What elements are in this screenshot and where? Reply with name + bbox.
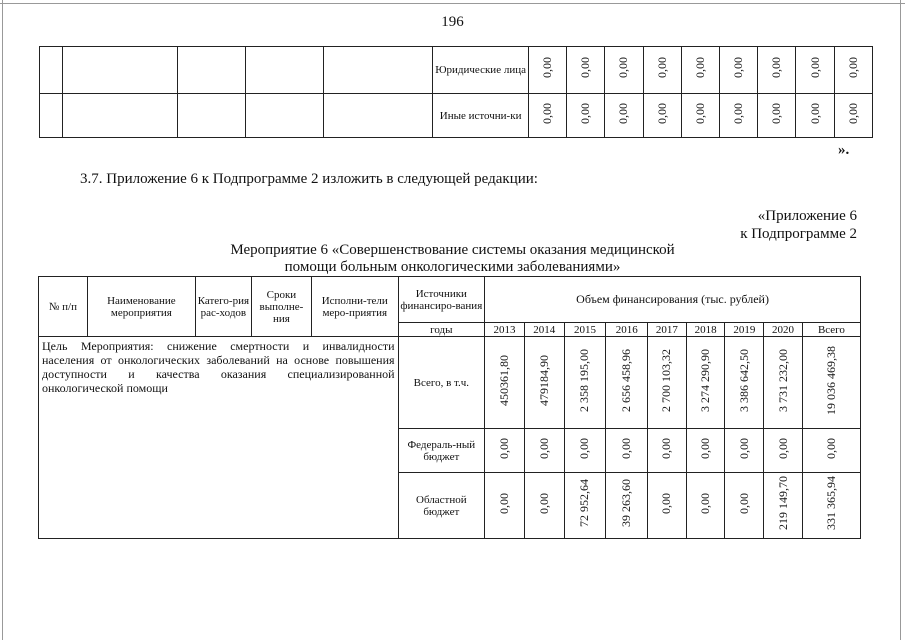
source-cell: Всего, в т.ч. xyxy=(398,337,485,429)
value-cell: 0,00 xyxy=(496,437,511,459)
value-cell: 0,00 xyxy=(769,102,784,124)
appendix-line: к Подпрограмме 2 xyxy=(740,226,857,242)
source-cell: Областной бюджет xyxy=(398,473,485,539)
value-cell: 219 149,70 xyxy=(775,476,790,530)
value-cell: 0,00 xyxy=(540,57,554,78)
value-cell: 0,00 xyxy=(736,437,751,459)
continuation-table xyxy=(39,46,873,138)
year-header: 2019 xyxy=(725,323,764,337)
value-cell: 0,00 xyxy=(775,437,790,459)
header-years-label: годы xyxy=(398,323,485,337)
value-cell: 0,00 xyxy=(654,102,669,124)
page-number: 196 xyxy=(441,14,464,30)
value-cell: 0,00 xyxy=(807,102,822,124)
value-cell: 0,00 xyxy=(698,492,713,514)
value-cell: 0,00 xyxy=(807,57,822,78)
value-cell: 0,00 xyxy=(496,492,511,514)
title-line: помощи больным онкологическими заболеваниями» xyxy=(284,259,621,275)
year-header: 2018 xyxy=(686,323,725,337)
value-cell: 0,00 xyxy=(845,57,860,78)
value-cell: 2 700 103,32 xyxy=(659,348,674,412)
header-category: Катего-рия рас-ходов xyxy=(195,277,251,337)
header-num: № п/п xyxy=(39,277,88,337)
scan-edge-top xyxy=(0,3,905,4)
value-cell: 0,00 xyxy=(654,57,669,78)
header-terms: Сроки выполне-ния xyxy=(251,277,311,337)
value-cell: 2 656 458,96 xyxy=(619,348,634,412)
value-cell: 0,00 xyxy=(578,57,593,78)
value-cell: 450361,80 xyxy=(496,354,511,406)
value-cell: 0,00 xyxy=(536,437,551,459)
value-cell: 3 274 290,90 xyxy=(698,348,713,412)
year-header: 2013 xyxy=(485,323,525,337)
value-cell: 0,00 xyxy=(823,437,838,459)
value-cell: 39 263,60 xyxy=(619,479,634,527)
source-cell: Юридические лица xyxy=(433,47,529,94)
year-header: 2016 xyxy=(606,323,648,337)
year-header: 2020 xyxy=(764,323,803,337)
measure-title xyxy=(0,242,905,276)
body-paragraph: 3.7. Приложение 6 к Подпрограмме 2 изложить в следующей редакции: xyxy=(80,171,538,187)
header-name: Наименование мероприятия xyxy=(87,277,195,337)
value-cell: 0,00 xyxy=(540,102,554,124)
value-cell: 0,00 xyxy=(731,57,746,78)
header-volume: Объем финансирования (тыс. рублей) xyxy=(485,277,861,323)
scan-edge-right xyxy=(900,0,901,640)
value-cell: 19 036 469,38 xyxy=(823,345,838,415)
header-executors: Исполни-тели меро-приятия xyxy=(311,277,398,337)
value-cell: 0,00 xyxy=(616,57,631,78)
value-cell: 0,00 xyxy=(731,102,746,124)
value-cell: 0,00 xyxy=(692,57,707,78)
value-cell: 0,00 xyxy=(577,437,592,459)
value-cell: 479184,90 xyxy=(536,354,551,406)
title-line: Мероприятие 6 «Совершенствование системы оказания медицинской xyxy=(230,242,675,258)
value-cell: 0,00 xyxy=(769,57,784,78)
value-cell: 0,00 xyxy=(659,437,674,459)
value-cell: 0,00 xyxy=(698,437,713,459)
source-cell: Иные источни-ки xyxy=(433,94,529,138)
value-cell: 331 365,94 xyxy=(823,476,838,530)
value-cell: 0,00 xyxy=(578,102,593,124)
value-cell: 72 952,64 xyxy=(577,479,592,527)
year-header: Всего xyxy=(802,323,860,337)
appendix-reference xyxy=(740,207,857,243)
year-header: 2017 xyxy=(648,323,687,337)
source-cell: Федераль-ный бюджет xyxy=(398,429,485,473)
measure-goal: Цель Мероприятия: снижение смертности и инвалидности населения от онкологических заболеваний на основе повышения доступности и качества оказания специализированной онкологической помощи xyxy=(39,337,399,539)
value-cell: 0,00 xyxy=(659,492,674,514)
value-cell: 0,00 xyxy=(845,102,860,124)
appendix-line: «Приложение 6 xyxy=(757,208,857,224)
value-cell: 0,00 xyxy=(536,492,551,514)
closing-quote: ». xyxy=(838,142,850,158)
value-cell: 0,00 xyxy=(736,492,751,514)
value-cell: 0,00 xyxy=(619,437,634,459)
value-cell: 3 386 642,50 xyxy=(736,348,751,412)
value-cell: 3 731 232,00 xyxy=(775,348,790,412)
value-cell: 0,00 xyxy=(616,102,631,124)
year-header: 2015 xyxy=(564,323,606,337)
header-sources: Источники финансиро-вания xyxy=(398,277,485,323)
financing-table xyxy=(38,276,861,539)
value-cell: 2 358 195,00 xyxy=(577,348,592,412)
year-header: 2014 xyxy=(524,323,564,337)
value-cell: 0,00 xyxy=(692,102,707,124)
scan-edge-left xyxy=(2,0,3,640)
